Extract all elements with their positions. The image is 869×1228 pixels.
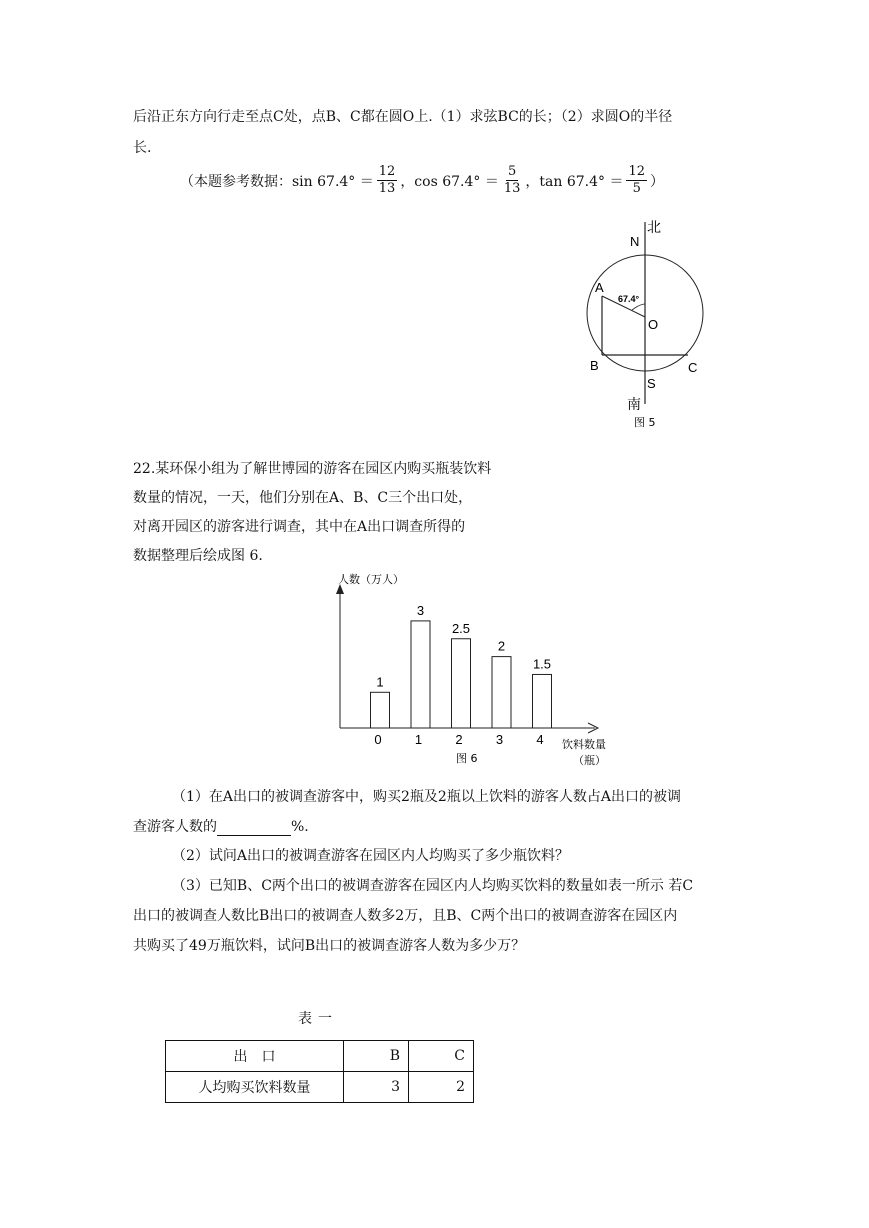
reference-data	[180, 164, 664, 197]
sin-fraction	[377, 164, 398, 197]
data-label-4: 1.5	[532, 656, 552, 672]
problem22-line4: 数据整理后绘成图 6.	[133, 548, 263, 564]
north-label: N	[630, 234, 640, 249]
bar-4	[533, 674, 552, 728]
table-header-c: C	[409, 1041, 474, 1072]
point-c-label: C	[688, 360, 698, 375]
data-label-1: 3	[416, 602, 425, 618]
table-header-exit: 出 口	[166, 1041, 344, 1072]
data-label-3: 2	[497, 638, 506, 654]
ref-prefix: （本题参考数据：sin 67.4° ＝	[180, 173, 374, 190]
angle-label: 67.4°	[618, 294, 640, 304]
question3-line1: （3）已知B、C两个出口的被调查游客在园区内人均购买饮料的数量如表一所示 若C	[172, 878, 694, 894]
tan-fraction	[626, 164, 647, 197]
sin-numerator: 12	[378, 164, 396, 179]
question1-suffix: %.	[291, 819, 309, 835]
x-axis-unit: （瓶）	[573, 754, 606, 767]
question1-line2	[133, 816, 309, 836]
north-cn-label: 北	[647, 220, 661, 236]
table-row-label: 人均购买饮料数量	[166, 1072, 344, 1103]
tan-numerator: 12	[628, 164, 645, 179]
question1-line1: （1）在A出口的被调查游客中，购买2瓶及2瓶以上饮料的游客人数占A出口的被调	[172, 789, 681, 805]
point-b-label: B	[590, 358, 599, 373]
x-tick-2: 2	[455, 732, 463, 747]
bar-0	[371, 692, 390, 728]
problem21-line2: 长.	[133, 140, 152, 156]
bar-3	[492, 657, 511, 728]
problem21-line1: 后沿正东方向行走至点C处，点B、C都在圆O上.（1）求弦BC的长；（2）求圆O的半径	[133, 109, 673, 125]
figure6-bar-chart	[310, 570, 640, 770]
question2-line: （2）试问A出口的被调查游客在园区内人均购买了多少瓶饮料？	[172, 848, 570, 864]
cos-denominator: 13	[503, 181, 521, 196]
cos-numerator: 5	[507, 164, 517, 179]
tan-label: ，tan 67.4° ＝	[525, 173, 624, 190]
data-label-2: 2.5	[451, 620, 471, 636]
tan-denominator: 5	[632, 181, 641, 196]
table-row	[166, 1072, 474, 1103]
x-tick-0: 0	[374, 732, 382, 747]
table1	[165, 1040, 474, 1103]
ref-suffix: ）	[650, 173, 664, 190]
bars-group	[371, 603, 552, 747]
y-axis-label: 人数（万人）	[338, 573, 404, 586]
answer-blank[interactable]	[217, 821, 291, 836]
problem22-line1: 22.某环保小组为了解世博园的游客在园区内购买瓶装饮料	[133, 461, 492, 477]
x-axis-label: 饮料数量	[562, 738, 606, 751]
cos-fraction	[502, 164, 523, 197]
sin-denominator: 13	[378, 181, 396, 196]
table-cell-c: 2	[409, 1072, 474, 1103]
x-tick-4: 4	[536, 732, 544, 747]
problem22-line2: 数量的情况，一天，他们分别在A、B、C三个出口处，	[133, 490, 473, 506]
question3-line2: 出口的被调查人数比B出口的被调查人数多2万，且B、C两个出口的被调查游客在园区内	[133, 908, 678, 924]
bar-1	[411, 621, 430, 728]
figure5-diagram	[570, 210, 720, 435]
problem22-line3: 对离开园区的游客进行调查，其中在A出口调查所得的	[133, 519, 466, 535]
question1-prefix: 查游客人数的	[133, 819, 217, 835]
x-tick-3: 3	[495, 732, 504, 747]
table-cell-b: 3	[344, 1072, 409, 1103]
figure5-caption: 图 5	[634, 416, 656, 429]
cos-label: ，cos 67.4° ＝	[400, 173, 499, 190]
question3-line3: 共购买了49万瓶饮料，试问B出口的被调查游客人数为多少万？	[133, 938, 526, 954]
table-header-b: B	[344, 1041, 409, 1072]
table1-caption: 表一	[298, 1011, 338, 1027]
point-o-label: O	[648, 317, 659, 332]
point-a-label: A	[595, 280, 604, 295]
table-row	[166, 1041, 474, 1072]
data-label-0: 1	[376, 674, 384, 690]
south-cn-label: 南	[627, 397, 641, 413]
figure6-caption: 图 6	[456, 752, 478, 765]
south-label: S	[647, 376, 656, 391]
angle-arc	[632, 304, 645, 310]
x-tick-1: 1	[414, 732, 423, 747]
bar-2	[452, 639, 471, 728]
